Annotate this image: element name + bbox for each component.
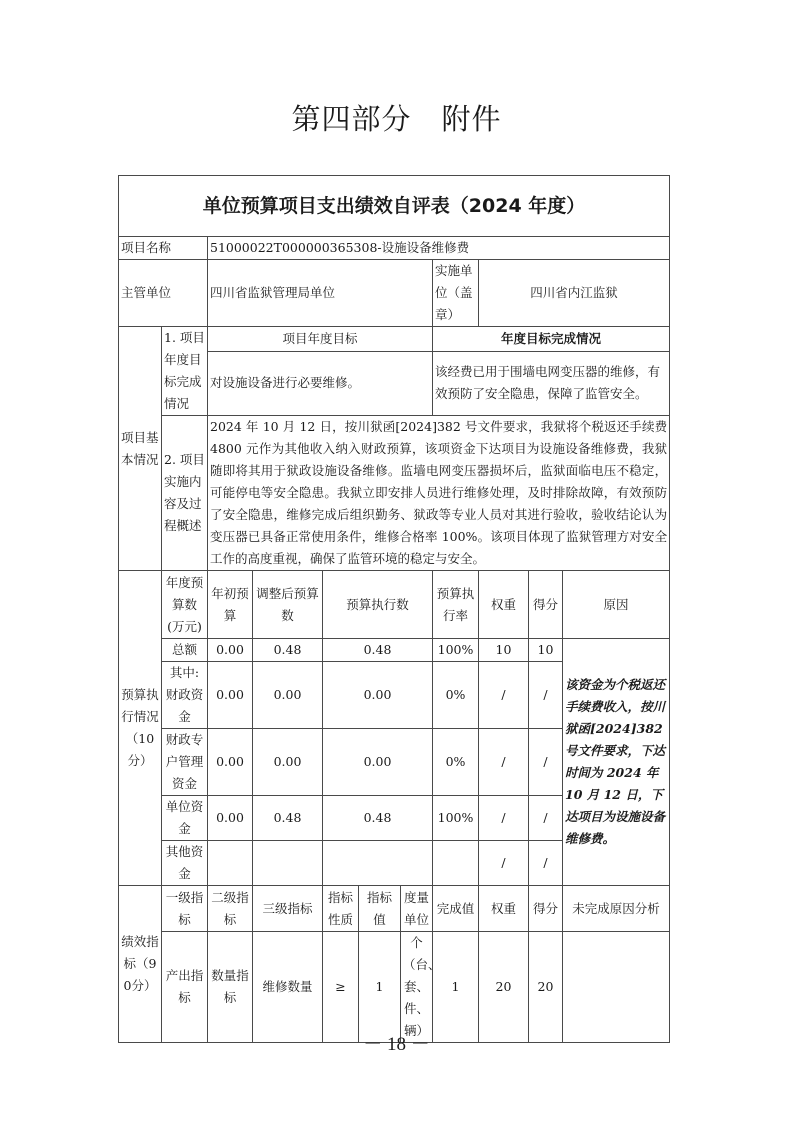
part-title [0,97,793,138]
performance-row [119,932,670,1043]
goal-section-label: 1. 项目年度目标完成情况 [162,327,208,416]
performance-header: 指标性质 [323,886,359,932]
budget-weight: / [479,796,529,841]
performance-header: 三级指标 [253,886,323,932]
budget-adjusted: 0.48 [253,639,323,662]
perf-level3: 维修数量 [253,932,323,1043]
project-name-value: 51000022T000000365308-设施设备维修费 [208,237,670,260]
budget-executed: 0.00 [323,729,433,796]
performance-header: 得分 [529,886,563,932]
impl-text: 2024 年 10 月 12 日，按川狱函[2024]382 号文件要求，我狱将个税返还手续费 4800 元作为其他收入纳入财政预算，该项资金下达项目为设施设备维修费，我狱随即将其用于狱政设施设备维修。监墙电网变压器损坏后，监狱面临电压不稳定，可能停电等安全隐患。我狱立即安排人员进行维修处理，及时排除故障，有效预防了安全隐患，维修完成后组织勤务、狱政等专业人员对其进行验收，验收结论认为变压器已具备正常使用条件，维修合格率 100%。该项目体现了监狱管理方对安全工作的高度重视，确保了监管环境的稳定与安全。 [208,416,670,571]
budget-adjusted: 0.00 [253,729,323,796]
budget-adjusted: 0.48 [253,796,323,841]
page-number: － 18 － [363,1034,430,1055]
budget-executed: 0.48 [323,796,433,841]
budget-score: / [529,729,563,796]
budget-executed [323,841,433,886]
budget-executed: 0.48 [323,639,433,662]
budget-initial: 0.00 [208,796,253,841]
budget-header: 权重 [479,571,529,639]
perf-unit: 个（台、套、件、辆） [401,932,433,1043]
budget-score: / [529,796,563,841]
budget-initial: 0.00 [208,729,253,796]
part-title-main: 第四部分 [291,102,412,136]
completion-header: 年度目标完成情况 [433,327,670,352]
budget-header: 原因 [563,571,670,639]
budget-header: 得分 [529,571,563,639]
performance-header: 完成值 [433,886,479,932]
budget-header: 调整后预算数 [253,571,323,639]
budget-weight: 10 [479,639,529,662]
budget-weight: / [479,729,529,796]
budget-header: 预算执行率 [433,571,479,639]
budget-score: / [529,662,563,729]
implementer-value: 四川省内江监狱 [479,260,670,327]
budget-score: 10 [529,639,563,662]
part-title-sub: 附件 [441,102,502,136]
budget-rate [433,841,479,886]
budget-header: 年初预算 [208,571,253,639]
budget-adjusted: 0.00 [253,662,323,729]
perf-target: 1 [359,932,401,1043]
completion-text: 该经费已用于围墙电网变压器的维修，有效预防了安全隐患，保障了监管安全。 [433,351,670,415]
budget-rate: 0% [433,729,479,796]
budget-weight: / [479,841,529,886]
budget-row [119,639,670,662]
perf-score: 20 [529,932,563,1043]
supervisor-value: 四川省监狱管理局单位 [208,260,433,327]
budget-adjusted [253,841,323,886]
budget-initial: 0.00 [208,662,253,729]
basic-info-label: 项目基本情况 [119,327,162,571]
performance-header: 权重 [479,886,529,932]
budget-rate: 0% [433,662,479,729]
perf-nature: ≥ [323,932,359,1043]
budget-weight: / [479,662,529,729]
budget-section-label: 预算执行情况（10分） [119,571,162,886]
perf-level1: 产出指标 [162,932,208,1043]
budget-rate: 100% [433,796,479,841]
performance-header: 度量单位 [401,886,433,932]
budget-reason: 该资金为个税返还手续费收入，按川狱函[2024]382 号文件要求，下达时间为 2024 年 10 月 12 日，下达项目为设施设备维修费。 [563,639,670,886]
table-title: 单位预算项目支出绩效自评表（2024 年度） [119,176,670,237]
perf-actual: 1 [433,932,479,1043]
supervisor-label: 主管单位 [119,260,208,327]
performance-header: 二级指标 [208,886,253,932]
perf-reason [563,932,670,1043]
perf-level2: 数量指标 [208,932,253,1043]
budget-initial [208,841,253,886]
goal-header: 项目年度目标 [208,327,433,352]
performance-header: 未完成原因分析 [563,886,670,932]
implementer-label: 实施单位（盖章） [433,260,479,327]
budget-header: 年度预算数(万元) [162,571,208,639]
performance-section-label: 绩效指标（90分） [119,886,162,1043]
perf-weight: 20 [479,932,529,1043]
performance-header: 指标值 [359,886,401,932]
performance-header: 一级指标 [162,886,208,932]
budget-header: 预算执行数 [323,571,433,639]
budget-row-name: 其他资金 [162,841,208,886]
budget-row-name: 单位资金 [162,796,208,841]
goal-text: 对设施设备进行必要维修。 [208,351,433,415]
budget-score: / [529,841,563,886]
self-evaluation-table [118,175,670,1043]
budget-initial: 0.00 [208,639,253,662]
project-name-label: 项目名称 [119,237,208,260]
budget-rate: 100% [433,639,479,662]
budget-row-name: 财政专户管理资金 [162,729,208,796]
budget-executed: 0.00 [323,662,433,729]
impl-section-label: 2. 项目实施内容及过程概述 [162,416,208,571]
budget-row-name: 总额 [162,639,208,662]
budget-row-name: 其中:财政资金 [162,662,208,729]
